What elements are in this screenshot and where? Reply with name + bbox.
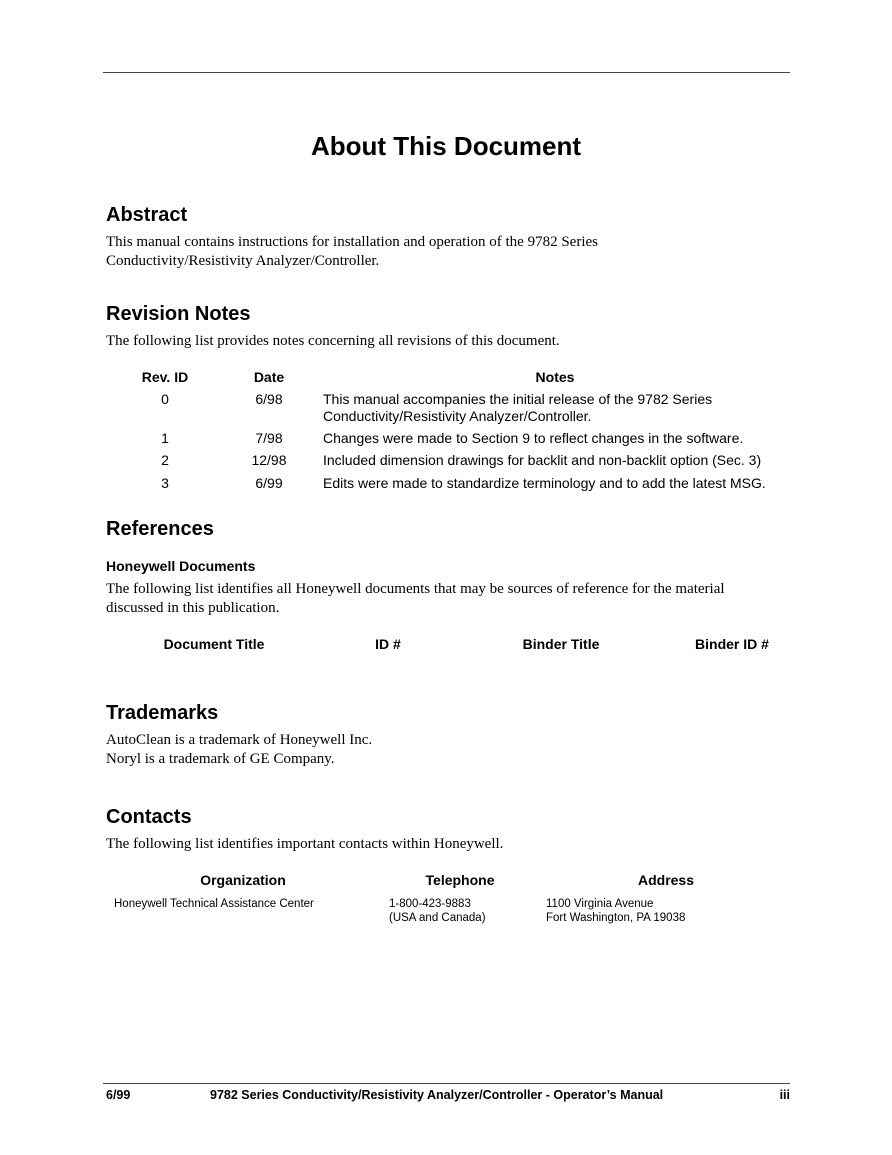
notes-cell <box>323 391 793 425</box>
date-cell: 7/98 <box>255 430 283 446</box>
col-header-id: ID # <box>375 636 401 652</box>
col-header-address: Address <box>637 872 695 888</box>
notes-cell: Changes were made to Section 9 to reflect changes in the software. <box>323 430 744 446</box>
trademarks-heading: Trademarks <box>106 702 219 724</box>
trademark-line: AutoClean is a trademark of Honeywell Inc. <box>106 732 373 748</box>
abstract-line: Conductivity/Resistivity Analyzer/Controller. <box>106 253 380 269</box>
rev-id-cell: 1 <box>161 430 169 446</box>
date-cell: 6/99 <box>255 475 283 491</box>
rev-id-cell: 0 <box>161 391 169 407</box>
address-line: 1100 Virginia Avenue <box>546 898 654 910</box>
col-header-binder-id: Binder ID # <box>695 636 769 652</box>
honeywell-documents-subheading: Honeywell Documents <box>106 558 256 574</box>
notes-line: Conductivity/Resistivity Analyzer/Controller. <box>323 408 592 424</box>
contacts-intro: The following list identifies important contacts within Honeywell. <box>106 836 504 852</box>
address-cell <box>546 897 685 925</box>
footer-title: 9782 Series Conductivity/Resistivity Analyzer/Controller - Operator’s Manual <box>210 1088 664 1102</box>
address-line: Fort Washington, PA 19038 <box>546 912 686 924</box>
page-title: About This Document <box>310 131 582 161</box>
contacts-heading: Contacts <box>106 806 192 828</box>
col-header-binder-title: Binder Title <box>522 636 600 652</box>
col-header-date: Date <box>253 369 285 385</box>
abstract-text <box>106 233 796 271</box>
references-intro-line: discussed in this publication. <box>106 600 280 616</box>
date-cell: 6/98 <box>255 391 283 407</box>
footer-rule <box>103 1083 790 1084</box>
notes-cell: Edits were made to standardize terminology and to add the latest MSG. <box>323 475 766 491</box>
rev-id-cell: 3 <box>161 475 169 491</box>
notes-cell: Included dimension drawings for backlit and non-backlit option (Sec. 3) <box>323 452 762 468</box>
abstract-heading: Abstract <box>106 204 188 226</box>
date-cell: 12/98 <box>251 452 287 468</box>
header-rule <box>103 72 790 73</box>
notes-line: This manual accompanies the initial release of the 9782 Series <box>323 391 713 407</box>
rev-id-cell: 2 <box>161 452 169 468</box>
references-intro <box>106 580 796 618</box>
col-header-document-title: Document Title <box>163 636 265 652</box>
col-header-rev-id: Rev. ID <box>141 369 189 385</box>
trademark-line: Noryl is a trademark of GE Company. <box>106 751 335 767</box>
footer-page-number: iii <box>779 1088 790 1102</box>
col-header-notes: Notes <box>535 369 575 385</box>
trademarks-text <box>106 731 796 769</box>
references-heading: References <box>106 518 214 540</box>
col-header-organization: Organization <box>200 872 286 888</box>
telephone-line: (USA and Canada) <box>389 912 486 924</box>
organization-cell: Honeywell Technical Assistance Center <box>114 898 314 910</box>
footer-date: 6/99 <box>106 1088 131 1102</box>
col-header-telephone: Telephone <box>425 872 495 888</box>
telephone-line: 1-800-423-9883 <box>389 898 471 910</box>
revision-notes-intro: The following list provides notes concerning all revisions of this document. <box>106 333 560 349</box>
telephone-cell <box>389 897 486 925</box>
abstract-line: This manual contains instructions for installation and operation of the 9782 Series <box>106 234 598 250</box>
revision-notes-heading: Revision Notes <box>106 303 251 325</box>
references-intro-line: The following list identifies all Honeywell documents that may be sources of reference for the material <box>106 581 725 597</box>
